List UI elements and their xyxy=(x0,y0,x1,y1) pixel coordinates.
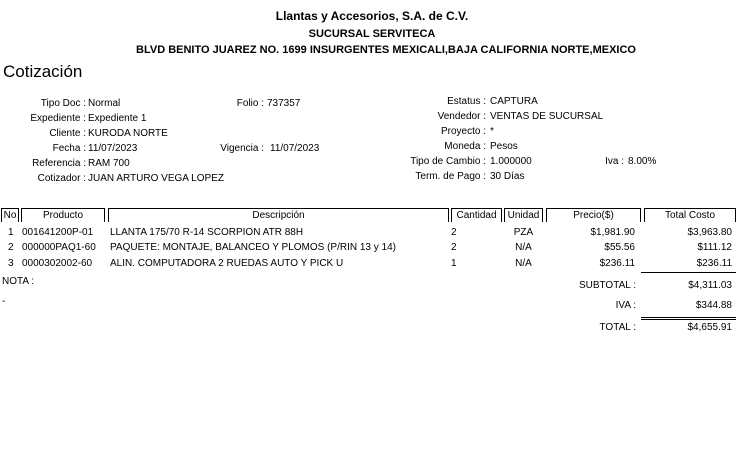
tipo-doc-value: Normal xyxy=(88,98,121,109)
fecha-label: Fecha : xyxy=(52,143,86,154)
row-descripcion: PAQUETE: MONTAJE, BALANCEO Y PLOMOS (P/RIN 13 y 14) xyxy=(110,242,397,253)
row-producto: 0000302002-60 xyxy=(22,258,93,269)
tipo-cambio-value: 1.000000 xyxy=(490,156,532,167)
row-precio: $236.11 xyxy=(599,258,635,269)
total-label: TOTAL : xyxy=(599,322,636,333)
row-cantidad: 1 xyxy=(451,258,457,269)
col-header-descripcion: Descripción xyxy=(108,208,449,222)
col-header-producto: Producto xyxy=(21,208,105,222)
moneda-value: Pesos xyxy=(490,141,518,152)
total-rule xyxy=(641,317,736,318)
col-header-total: Total Costo xyxy=(644,208,736,222)
company-name: Llantas y Accesorios, S.A. de C.V. xyxy=(275,9,469,23)
col-header-no: No xyxy=(1,208,19,222)
vigencia-value: 11/07/2023 xyxy=(270,143,320,154)
term-pago-label: Term. de Pago : xyxy=(415,171,486,182)
row-precio: $1,981.90 xyxy=(590,227,635,238)
cotizador-value: JUAN ARTURO VEGA LOPEZ xyxy=(88,173,224,184)
col-header-unidad: Unidad xyxy=(504,208,543,222)
branch-name: SUCURSAL SERVITECA xyxy=(308,28,436,40)
iva-rate-label: Iva : xyxy=(605,156,624,167)
estatus-label: Estatus : xyxy=(447,96,486,107)
iva-rate-value: 8.00% xyxy=(628,156,657,167)
subtotal-label: SUBTOTAL : xyxy=(578,280,636,291)
vendedor-value: VENTAS DE SUCURSAL xyxy=(490,111,604,122)
referencia-label: Referencia : xyxy=(32,158,86,169)
cliente-label: Cliente : xyxy=(49,128,86,139)
vigencia-label: Vigencia : xyxy=(220,143,264,154)
folio-label: Folio : xyxy=(236,98,264,109)
subtotal-rule xyxy=(641,272,736,273)
estatus-value: CAPTURA xyxy=(490,96,538,107)
expediente-value: Expediente 1 xyxy=(88,113,147,124)
nota-value: - xyxy=(2,296,6,307)
total-value: $4,655.91 xyxy=(687,322,732,333)
row-unidad: N/A xyxy=(515,242,532,253)
iva-value: $344.88 xyxy=(695,300,732,311)
row-no: 3 xyxy=(8,258,14,269)
fecha-value: 11/07/2023 xyxy=(88,143,138,154)
row-producto: 001641200P-01 xyxy=(22,227,94,238)
total-rule-2 xyxy=(641,319,736,320)
iva-label: IVA : xyxy=(615,300,636,311)
vendedor-label: Vendedor : xyxy=(437,111,486,122)
proyecto-value: * xyxy=(490,126,494,137)
row-descripcion: LLANTA 175/70 R-14 SCORPION ATR 88H xyxy=(110,227,304,238)
expediente-label: Expediente : xyxy=(30,113,86,124)
tipo-cambio-label: Tipo de Cambio : xyxy=(410,156,486,167)
row-precio: $55.56 xyxy=(604,242,635,253)
folio-value: 737357 xyxy=(267,98,301,109)
row-cantidad: 2 xyxy=(451,242,457,253)
nota-label: NOTA : xyxy=(2,276,35,287)
col-header-precio: Precio($) xyxy=(546,208,641,222)
tipo-doc-label: Tipo Doc : xyxy=(40,98,86,109)
page-title: Cotización xyxy=(3,62,83,81)
subtotal-value: $4,311.03 xyxy=(688,280,732,291)
row-producto: 000000PAQ1-60 xyxy=(22,242,96,253)
row-no: 2 xyxy=(8,242,14,253)
row-cantidad: 2 xyxy=(451,227,457,238)
row-unidad: PZA xyxy=(513,227,534,238)
moneda-label: Moneda : xyxy=(444,141,486,152)
cotizador-label: Cotizador : xyxy=(37,173,86,184)
row-descripcion: ALIN. COMPUTADORA 2 RUEDAS AUTO Y PICK U xyxy=(110,258,344,269)
row-no: 1 xyxy=(8,227,14,238)
row-unidad: N/A xyxy=(515,258,532,269)
company-address: BLVD BENITO JUAREZ NO. 1699 INSURGENTES MEXICALI,BAJA CALIFORNIA NORTE,MEXICO xyxy=(136,44,636,56)
cliente-value: KURODA NORTE xyxy=(88,128,168,139)
row-total: $111.12 xyxy=(697,242,732,253)
referencia-value: RAM 700 xyxy=(88,158,130,169)
col-header-cantidad: Cantidad xyxy=(451,208,502,222)
row-total: $3,963.80 xyxy=(687,227,732,238)
row-total: $236.11 xyxy=(696,258,732,269)
proyecto-label: Proyecto : xyxy=(440,126,486,137)
term-pago-value: 30 Días xyxy=(490,171,525,182)
